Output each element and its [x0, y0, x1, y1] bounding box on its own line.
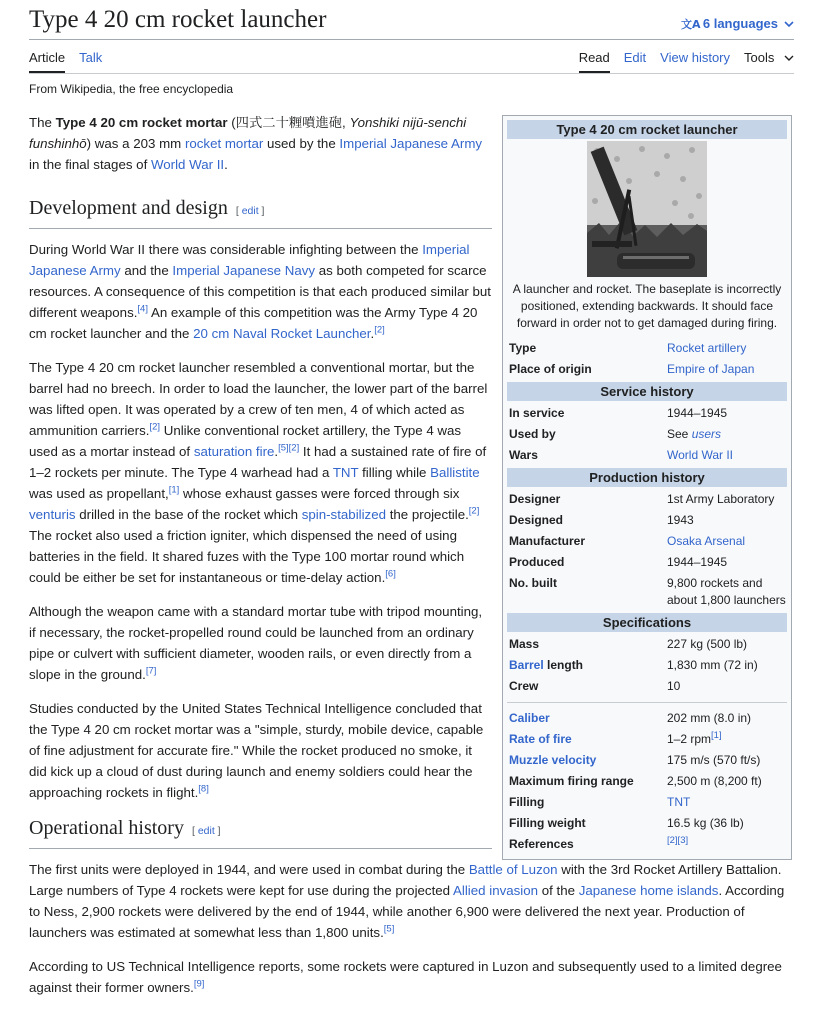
- infobox-row-crew: [507, 676, 787, 697]
- text: length: [543, 658, 584, 672]
- launcher-photo[interactable]: [587, 141, 707, 277]
- link-empire-of-japan[interactable]: Empire of Japan: [667, 362, 755, 376]
- tools-menu[interactable]: [744, 50, 794, 73]
- row-value: 1944–1945: [667, 406, 728, 420]
- languages-button[interactable]: [681, 16, 794, 31]
- row-value: [667, 426, 787, 443]
- infobox-row-references: [507, 834, 787, 855]
- link-allied-invasion[interactable]: Allied invasion: [453, 883, 539, 898]
- paragraph: [29, 698, 492, 803]
- link-ballistite[interactable]: Ballistite: [430, 465, 480, 480]
- row-value: 10: [667, 679, 681, 693]
- row-label: Manufacturer: [509, 534, 586, 548]
- text: Unlike conventional rocket artillery, the Type 4 was used as a mortar instead of: [29, 423, 462, 459]
- infobox-row-used-by: [507, 424, 787, 445]
- citation-link[interactable]: [4]: [137, 303, 148, 315]
- link-japanese-home-islands[interactable]: Japanese home islands: [578, 883, 719, 898]
- row-label: Produced: [509, 555, 565, 569]
- text: (四式二十糎噴進砲,: [227, 115, 350, 130]
- section-heading-development: [29, 195, 492, 229]
- infobox-row-filling: [507, 792, 787, 813]
- text: According to US Technical Intelligence reports, some rockets were captured in Luzon and subsequently used to a limited degree against their former owners.: [29, 959, 782, 995]
- infobox-row-max-range: [507, 771, 787, 792]
- row-label: Mass: [509, 637, 540, 651]
- infobox-row-designer: [507, 489, 787, 510]
- row-label: No. built: [509, 576, 557, 590]
- tab-read[interactable]: Read: [579, 50, 610, 73]
- infobox-row-filling-weight: [507, 813, 787, 834]
- section-edit: [ edit ]: [235, 205, 265, 217]
- row-value: 1st Army Laboratory: [667, 492, 775, 506]
- site-tagline: From Wikipedia, the free encyclopedia: [29, 82, 234, 96]
- heading-text: Development and design: [29, 197, 228, 219]
- citation-link[interactable]: [1]: [168, 484, 180, 496]
- intro-paragraph: [29, 112, 492, 175]
- text: .: [224, 157, 228, 172]
- link-barrel[interactable]: Barrel: [509, 658, 544, 672]
- row-label: [507, 657, 667, 674]
- row-value: 1943: [667, 513, 694, 527]
- link-world-war-ii[interactable]: World War II: [667, 448, 734, 462]
- citation-link[interactable]: [1]: [711, 730, 722, 741]
- article-subject: Type 4 20 cm rocket mortar: [55, 115, 228, 130]
- infobox-row-muzzle-velocity: [507, 750, 787, 771]
- link-world-war-ii[interactable]: World War II: [150, 157, 225, 172]
- link-spin-stabilized[interactable]: spin-stabilized: [301, 507, 386, 522]
- text: in the final stages of: [29, 157, 151, 172]
- citation-link[interactable]: [7]: [145, 665, 157, 677]
- link-venturis[interactable]: venturis: [29, 507, 76, 522]
- row-label: Filling weight: [509, 816, 586, 830]
- link-imperial-japanese-navy[interactable]: Imperial Japanese Navy: [172, 263, 316, 278]
- tab-view-history[interactable]: View history: [660, 50, 731, 65]
- section-edit: [ edit ]: [191, 825, 221, 837]
- row-value: 9,800 rockets and about 1,800 launchers: [667, 576, 786, 607]
- link-battle-of-luzon[interactable]: Battle of Luzon: [468, 862, 558, 877]
- text: as both competed for scarce resources. A consequence of this competition is that each produced similar but different weapons.: [29, 263, 491, 320]
- text: The Type 4 20 cm rocket launcher resembled a conventional mortar, but the barrel had no breech. In order to load the launcher, the lower part of the barrel was lifted open. It was operated by a crew of ten men, 4 of which acted as ammunition carriers.: [29, 360, 488, 438]
- link-imperial-japanese-army[interactable]: Imperial Japanese Army: [29, 242, 470, 278]
- row-value: 1,830 mm (72 in): [667, 658, 758, 672]
- link-osaka-arsenal[interactable]: Osaka Arsenal: [667, 534, 746, 548]
- infobox-row-caliber: [507, 708, 787, 729]
- infobox-row-in-service: [507, 403, 787, 424]
- text: whose exhaust gasses were forced through six: [179, 486, 460, 501]
- paragraph: [29, 601, 492, 685]
- link-rocket-mortar[interactable]: rocket mortar: [184, 136, 264, 151]
- article-body: [29, 112, 492, 816]
- text: of the: [538, 883, 579, 898]
- row-label: Filling: [509, 795, 545, 809]
- text: During World War II there was considerable infighting between the: [29, 242, 423, 257]
- row-value: 16.5 kg (36 lb): [667, 816, 744, 830]
- row-value: [667, 836, 787, 853]
- edit-section-link[interactable]: edit: [241, 205, 259, 217]
- text: .: [274, 444, 279, 459]
- languages-label: 6 languages: [702, 16, 778, 31]
- infobox-row-origin: [507, 359, 787, 380]
- text: drilled in the base of the rocket which: [75, 507, 302, 522]
- row-label: Wars: [509, 448, 538, 462]
- paragraph: [29, 357, 492, 588]
- paragraph: [29, 956, 794, 998]
- infobox: [502, 115, 792, 860]
- link-tnt[interactable]: TNT: [332, 465, 359, 480]
- link-rocket-artillery[interactable]: Rocket artillery: [667, 341, 747, 355]
- row-value: [667, 731, 787, 748]
- row-value: 202 mm (8.0 in): [667, 711, 752, 725]
- infobox-row-manufacturer: [507, 531, 787, 552]
- row-label: References: [509, 837, 574, 851]
- row-label: Type: [509, 341, 537, 355]
- section-heading-operational: [29, 815, 492, 849]
- text: used by the: [263, 136, 340, 151]
- text: .: [370, 326, 375, 341]
- title-divider: [29, 39, 794, 40]
- text: An example of this competition was the Army Type 4 20 cm rocket launcher and the: [29, 305, 478, 341]
- svg-text:文A: 文A: [680, 17, 701, 31]
- citation-link[interactable]: [2][3]: [667, 835, 689, 846]
- citation-link[interactable]: [2]: [468, 505, 480, 517]
- text: The rocket also used a friction igniter, which dispensed the need of using batteries in the field. It shared fuzes with the Type 100 mortar round which could be either be set for instantaneous or time-delay action.: [29, 528, 465, 585]
- page-title: Type 4 20 cm rocket launcher: [29, 6, 327, 33]
- tabs-divider: [29, 73, 794, 74]
- edit-section-link[interactable]: edit: [197, 825, 215, 837]
- text: and the: [120, 263, 173, 278]
- row-label: Place of origin: [509, 362, 592, 376]
- link-rate-of-fire[interactable]: Rate of fire: [509, 732, 572, 746]
- romanization: Yonshiki nijū-senchi funshinhō: [29, 115, 467, 151]
- paragraph: [29, 239, 492, 344]
- row-label: Used by: [509, 427, 556, 441]
- link-caliber[interactable]: Caliber: [509, 711, 550, 725]
- link-saturation-fire[interactable]: saturation fire: [193, 444, 275, 459]
- text: was used as propellant,: [29, 486, 169, 501]
- page-tabs: [29, 50, 794, 74]
- row-label: Designer: [509, 492, 561, 506]
- row-label: Designed: [509, 513, 564, 527]
- citation-link[interactable]: [2]: [149, 421, 161, 433]
- text: . According to Ness, 2,900 rockets were delivered by the end of 1944, while another 6,900 were delivered the next year. Production of launchers was estimated at somewhat less than 1,800 units.: [29, 883, 785, 940]
- paragraph: [29, 859, 794, 943]
- citation-link[interactable]: [8]: [198, 783, 209, 795]
- tools-label: Tools: [744, 50, 775, 65]
- tab-edit[interactable]: Edit: [623, 50, 647, 65]
- infobox-row-mass: [507, 634, 787, 655]
- link-tnt[interactable]: TNT: [667, 795, 691, 809]
- infobox-divider: [507, 702, 787, 703]
- citation-link[interactable]: [5]: [383, 923, 395, 935]
- infobox-row-barrel-length: [507, 655, 787, 676]
- citation-link[interactable]: [5][2]: [278, 442, 300, 454]
- chevron-down-icon: [784, 54, 794, 62]
- infobox-row-no-built: [507, 573, 787, 611]
- title-bar: [29, 6, 794, 40]
- row-value: 2,500 m (8,200 ft): [667, 774, 762, 788]
- infobox-row-rate-of-fire: [507, 729, 787, 750]
- chevron-down-icon: [784, 20, 794, 28]
- citation-link[interactable]: [9]: [193, 978, 205, 990]
- text: The: [29, 115, 56, 130]
- row-value: 227 kg (500 lb): [667, 637, 748, 651]
- infobox-section-specifications: Specifications: [507, 613, 787, 632]
- link-imperial-japanese-army[interactable]: Imperial Japanese Army: [339, 136, 483, 151]
- text: 1–2 rpm: [667, 732, 712, 746]
- text: Studies conducted by the United States Technical Intelligence concluded that the Type 4 20 cm rocket mortar was a "simple, sturdy, mobile device, capable of fine adjustment for accurate fire." While the rocket produced no smoke, it did kick up a cloud of dust during launch and enemy soldiers could hear the approaching rockets in flight.: [29, 701, 484, 800]
- text: Although the weapon came with a standard mortar tube with tripod mounting, if necessary, the rocket-propelled round could be launched from an ordinary pipe or culvert with sufficient diameter, wooden rails, or even directly from a slope in the ground.: [29, 604, 483, 682]
- row-value: 175 m/s (570 ft/s): [667, 753, 761, 767]
- infobox-row-produced: [507, 552, 787, 573]
- tab-talk[interactable]: Talk: [79, 50, 103, 65]
- infobox-row-designed: [507, 510, 787, 531]
- text: It had a sustained rate of fire of 1–2 rockets per minute. The Type 4 warhead had a: [29, 444, 487, 480]
- infobox-row-wars: [507, 445, 787, 466]
- row-label: In service: [509, 406, 565, 420]
- text: filling while: [358, 465, 431, 480]
- text: See: [667, 427, 692, 441]
- text: ) was a 203 mm: [86, 136, 185, 151]
- image-caption: A launcher and rocket. The baseplate is incorrectly positioned, extending backwards. It should face forward in order not to get damaged during firing.: [512, 282, 782, 330]
- citation-link[interactable]: [6]: [385, 568, 396, 580]
- link-users[interactable]: users: [691, 427, 722, 441]
- row-label: Crew: [509, 679, 539, 693]
- infobox-row-type: [507, 338, 787, 359]
- heading-text: Operational history: [29, 817, 184, 839]
- row-value: 1944–1945: [667, 555, 728, 569]
- infobox-title: Type 4 20 cm rocket launcher: [507, 120, 787, 139]
- infobox-section-production: Production history: [507, 468, 787, 487]
- link-naval-rocket-launcher[interactable]: 20 cm Naval Rocket Launcher: [193, 326, 371, 341]
- tab-article[interactable]: Article: [29, 50, 65, 73]
- infobox-section-service: Service history: [507, 382, 787, 401]
- text: with the 3rd Rocket Artillery Battalion. Large numbers of Type 4 rockets were kept for use during the projected: [29, 862, 782, 898]
- link-muzzle-velocity[interactable]: Muzzle velocity: [509, 753, 597, 767]
- text: The first units were deployed in 1944, and were used in combat during the: [29, 862, 469, 877]
- text: the projectile.: [386, 507, 469, 522]
- citation-link[interactable]: [2]: [374, 324, 385, 336]
- row-label: Maximum firing range: [509, 774, 634, 788]
- translate-icon: [680, 17, 701, 31]
